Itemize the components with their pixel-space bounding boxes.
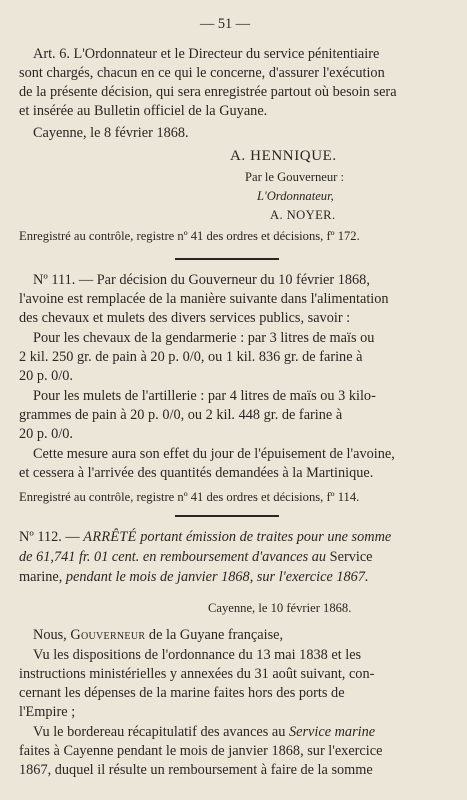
- text-line: et insérée au Bulletin officiel de la Guyane.: [19, 103, 268, 119]
- text-line: l'avoine est remplacée de la manière suivante dans l'alimentation: [19, 291, 389, 307]
- preamble-text: Nous,: [33, 627, 71, 643]
- registration-note: Enregistré au contrôle, registre nº 41 des ordres et décisions, fº 172.: [19, 229, 360, 243]
- text-span: Service marine: [288, 724, 376, 740]
- text-line: Pour les mulets de l'artillerie : par 4 litres de maïs ou 3 kilo-: [33, 388, 376, 404]
- text-line: des chevaux et mulets des divers services publics, savoir :: [19, 310, 351, 326]
- decree-title-text: marine: [19, 569, 59, 585]
- text-line: sont chargés, chacun en ce qui le concerne, d'assurer l'exécution: [19, 65, 385, 81]
- decree-title-line: [19, 569, 369, 585]
- text-line: de la présente décision, qui sera enregistrée partout où besoin sera: [19, 84, 397, 100]
- signature-name: A. HENNIQUE.: [230, 148, 337, 164]
- decree-heading: ARRÊTÉ: [83, 529, 137, 545]
- text-line: Cette mesure aura son effet du jour de l'épuisement de l'avoine,: [33, 446, 395, 462]
- text-line: 20 p. 0/0.: [19, 368, 74, 384]
- text-line: grammes de pain à 20 p. 0/0, ou 2 kil. 448 gr. de farine à: [19, 407, 343, 423]
- decree-number: Nº 112. —: [19, 529, 84, 545]
- text-line: Pour les chevaux de la gendarmerie : par 3 litres de maïs ou: [33, 330, 375, 346]
- signature-name-2: A. NOYER.: [270, 208, 336, 222]
- preamble-line: [33, 627, 283, 643]
- page-number: — 51 —: [200, 16, 251, 32]
- preamble-title: Gouverneur: [70, 627, 146, 643]
- decree-title-text: , pendant le mois de janvier 1868, sur l'exercice 1867.: [58, 569, 369, 585]
- decree-title-text: de 61,741 fr. 01 cent. en remboursement d'avances au: [19, 549, 330, 565]
- decree-title-text: portant émission de traites pour une somme: [136, 529, 392, 545]
- text-line: et cessera à l'arrivée des quantités demandées à la Martinique.: [19, 465, 374, 481]
- text-line: Nº 111. — Par décision du Gouverneur du 10 février 1868,: [33, 272, 370, 288]
- preamble-text: de la Guyane française,: [145, 627, 284, 643]
- text-line: Vu les dispositions de l'ordonnance du 13 mai 1838 et les: [33, 647, 362, 663]
- text-line: 20 p. 0/0.: [19, 426, 74, 442]
- section-divider: [175, 515, 279, 517]
- text-line: [33, 724, 375, 740]
- registration-note: Enregistré au contrôle, registre nº 41 des ordres et décisions, fº 114.: [19, 490, 360, 504]
- decree-title-line: [19, 549, 373, 565]
- decree-title-text: Service: [329, 549, 373, 565]
- text-line: 2 kil. 250 gr. de pain à 20 p. 0/0, ou 1 kil. 836 gr. de farine à: [19, 349, 363, 365]
- text-line: l'Empire ;: [19, 704, 76, 720]
- text-line: faites à Cayenne pendant le mois de janvier 1868, sur l'exercice: [19, 743, 383, 759]
- text-line: cernant les dépenses de la marine faites hors des ports de: [19, 685, 345, 701]
- signature-by: Par le Gouverneur :: [245, 170, 344, 184]
- decree-title-line: [19, 529, 391, 545]
- signature-role: L'Ordonnateur,: [257, 189, 334, 203]
- text-span: Vu le bordereau récapitulatif des avances au: [33, 724, 289, 740]
- text-line: instructions ministérielles y annexées du 31 août suivant, con-: [19, 666, 375, 682]
- section-divider: [175, 258, 279, 260]
- text-line: Art. 6. L'Ordonnateur et le Directeur du service pénitentiaire: [33, 46, 380, 62]
- place-date: Cayenne, le 10 février 1868.: [208, 601, 352, 615]
- place-date: Cayenne, le 8 février 1868.: [33, 125, 189, 141]
- text-line: 1867, duquel il résulte un remboursement à faire de la somme: [19, 762, 373, 778]
